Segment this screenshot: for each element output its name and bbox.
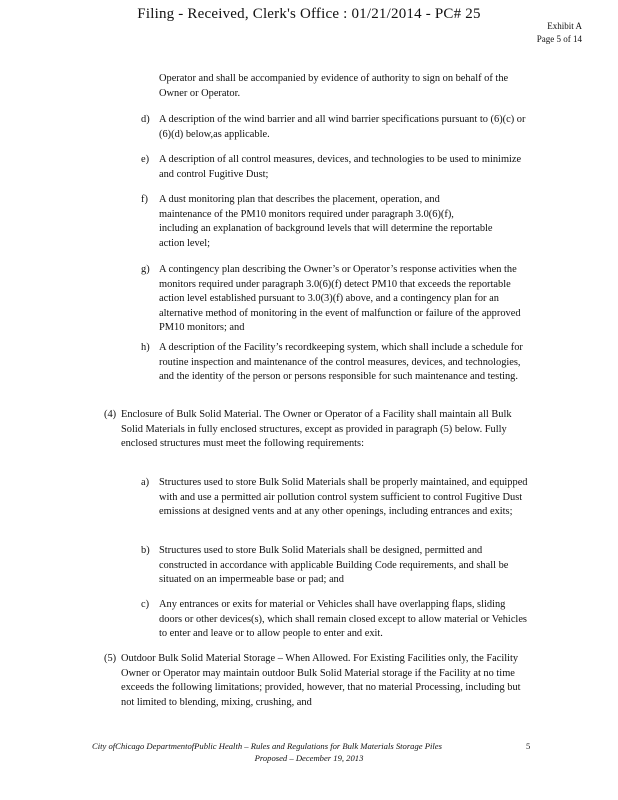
item-4b-text: Structures used to store Bulk Solid Materials shall be designed, permitted and constructed in accordance with applicable Building Code requirements, and shall be situated on an impermeable base or pad; and: [159, 545, 509, 585]
item-f-label: f): [141, 194, 148, 205]
item-4b-label: b): [141, 545, 150, 556]
section-4-text: Enclosure of Bulk Solid Material. The Owner or Operator of a Facility shall maintain all Bulk Solid Materials in fully enclosed structures, except as provided in paragraph (5) below. Fully enclosed structures must meet the following requirements:: [121, 409, 512, 449]
item-e-label: e): [141, 154, 150, 165]
item-g-text: A contingency plan describing the Owner’s or Operator’s response activities when the monitors required under paragraph 3.0(6)(f) detect PM10 that exceeds the reportable action level established pursuant to 3.0(3)(f) above, and a contingency plan for an alternative method of monitoring in the event of malfunction or failure of the approved PM10 monitors; and: [159, 264, 521, 333]
filing-header: Filing - Received, Clerk's Office : 01/21/2014 - PC# 25: [137, 6, 481, 22]
section-5-label: (5): [104, 653, 117, 664]
item-h-text: A description of the Facility’s recordkeeping system, which shall include a schedule for routine inspection and maintenance of the control measures, devices, and technologies, and the identity of the person or persons responsible for such maintenance and testing.: [159, 342, 523, 382]
continuation-paragraph: Operator and shall be accompanied by evidence of authority to sign on behalf of the Owner or Operator.: [159, 73, 509, 99]
footer-page-number: 5: [526, 741, 531, 751]
page-of-label: Page 5 of 14: [536, 34, 582, 44]
item-d-label: d): [141, 114, 150, 125]
item-4a-label: a): [141, 477, 150, 488]
item-g-label: g): [141, 264, 150, 275]
exhibit-block: [537, 20, 582, 46]
item-4c-label: c): [141, 599, 150, 610]
item-f-text: A dust monitoring plan that describes the placement, operation, and maintenance of the PM10 monitors required under paragraph 3.0(6)(f), including an explanation of background levels that will determine the reportable action level;: [159, 194, 493, 249]
section-5-text: Outdoor Bulk Solid Material Storage – When Allowed. For Existing Facilities only, the Facility Owner or Operator may maintain outdoor Bulk Solid Material storage if the Facility at no time exceeds the following limitations; provided, however, that no material Processing, including but not limited to blending, mixing, crushing, and: [121, 653, 521, 708]
footer-date: Proposed – December 19, 2013: [254, 753, 364, 763]
item-e-text: A description of all control measures, devices, and technologies to be used to minimize and control Fugitive Dust;: [159, 154, 522, 180]
section-4-label: (4): [104, 409, 117, 420]
item-4a-text: Structures used to store Bulk Solid Materials shall be properly maintained, and equipped with and use a permitted air pollution control system sufficient to control Fugitive Dust emissions at designed vents and at any other openings, including entrances and exits;: [159, 477, 528, 517]
footer-title: City ofChicago DepartmentofPublic Health – Rules and Regulations for Bulk Materials Storage Piles: [92, 741, 442, 751]
exhibit-label: Exhibit A: [547, 21, 582, 31]
item-4c-text: Any entrances or exits for material or Vehicles shall have overlapping flaps, sliding doors or other devices(s), which shall remain closed except to allow material or Vehicles to enter and leave or to allow people to enter and exit.: [159, 599, 527, 639]
item-d-text: A description of the wind barrier and all wind barrier specifications pursuant to (6)(c) or (6)(d) below,as applicable.: [159, 114, 526, 140]
item-h-label: h): [141, 342, 150, 353]
